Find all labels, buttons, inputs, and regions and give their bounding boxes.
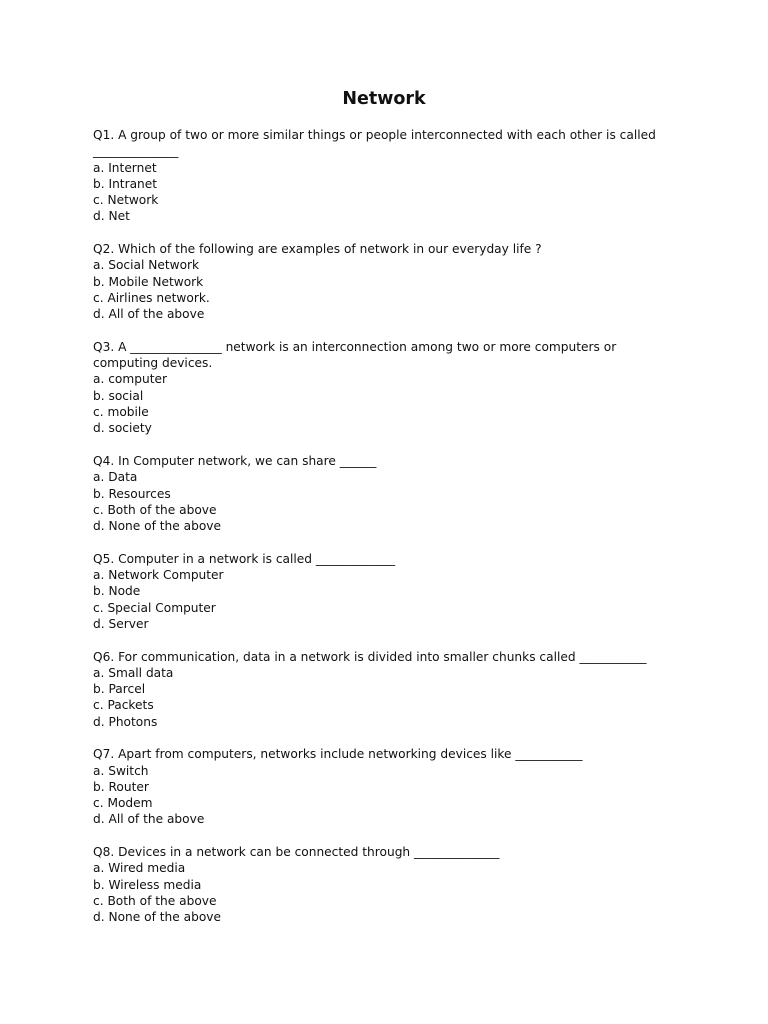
question-6: [93, 649, 663, 730]
option-c: c. mobile: [93, 405, 149, 420]
page-title: Network: [342, 89, 426, 109]
option-b: b. Resources: [93, 486, 171, 501]
question-text: Q2. Which of the following are examples of network in our everyday life ?: [93, 242, 542, 257]
question-text: Q4. In Computer network, we can share ______: [93, 453, 377, 468]
option-c: c. Network: [93, 193, 159, 208]
option-a: a. Data: [93, 470, 138, 485]
option-c: c. Modem: [93, 796, 153, 811]
option-a: a. Small data: [93, 665, 174, 680]
question-text: Q8. Devices in a network can be connected through ______________: [93, 845, 500, 860]
option-a: a. Social Network: [93, 258, 200, 273]
question-text: Q3. A _______________ network is an interconnection among two or more computers or computing devices.: [93, 339, 617, 371]
question-7: [93, 746, 663, 827]
option-b: b. social: [93, 388, 144, 403]
option-c: c. Both of the above: [93, 502, 217, 517]
question-list: [93, 127, 663, 942]
option-d: d. Server: [93, 616, 149, 631]
question-text: Q5. Computer in a network is called _____________: [93, 551, 396, 566]
option-d: d. None of the above: [93, 910, 222, 925]
question-3: [93, 339, 663, 437]
question-4: [93, 453, 663, 534]
option-a: a. Internet: [93, 160, 157, 175]
option-d: d. Net: [93, 209, 130, 224]
option-d: d. All of the above: [93, 307, 205, 322]
option-b: b. Parcel: [93, 682, 146, 697]
question-8: [93, 844, 663, 925]
option-d: d. All of the above: [93, 812, 205, 827]
option-b: b. Wireless media: [93, 877, 202, 892]
option-d: d. Photons: [93, 714, 158, 729]
option-b: b. Intranet: [93, 176, 158, 191]
option-b: b. Node: [93, 584, 141, 599]
option-c: c. Airlines network.: [93, 290, 210, 305]
question-2: [93, 241, 663, 322]
question-text: Q6. For communication, data in a network is divided into smaller chunks called ___________: [93, 649, 647, 664]
question-1: [93, 127, 663, 225]
option-b: b. Mobile Network: [93, 274, 204, 289]
option-d: d. None of the above: [93, 519, 222, 534]
option-a: a. computer: [93, 372, 167, 387]
option-a: a. Wired media: [93, 861, 186, 876]
option-c: c. Packets: [93, 698, 154, 713]
option-d: d. society: [93, 421, 152, 436]
question-text: Q7. Apart from computers, networks include networking devices like ___________: [93, 747, 583, 762]
option-a: a. Switch: [93, 763, 149, 778]
option-c: c. Both of the above: [93, 893, 217, 908]
question-5: [93, 551, 663, 632]
option-b: b. Router: [93, 779, 149, 794]
option-a: a. Network Computer: [93, 568, 224, 583]
question-text: Q1. A group of two or more similar things or people interconnected with each other is called ______________: [93, 128, 656, 159]
option-c: c. Special Computer: [93, 600, 216, 615]
